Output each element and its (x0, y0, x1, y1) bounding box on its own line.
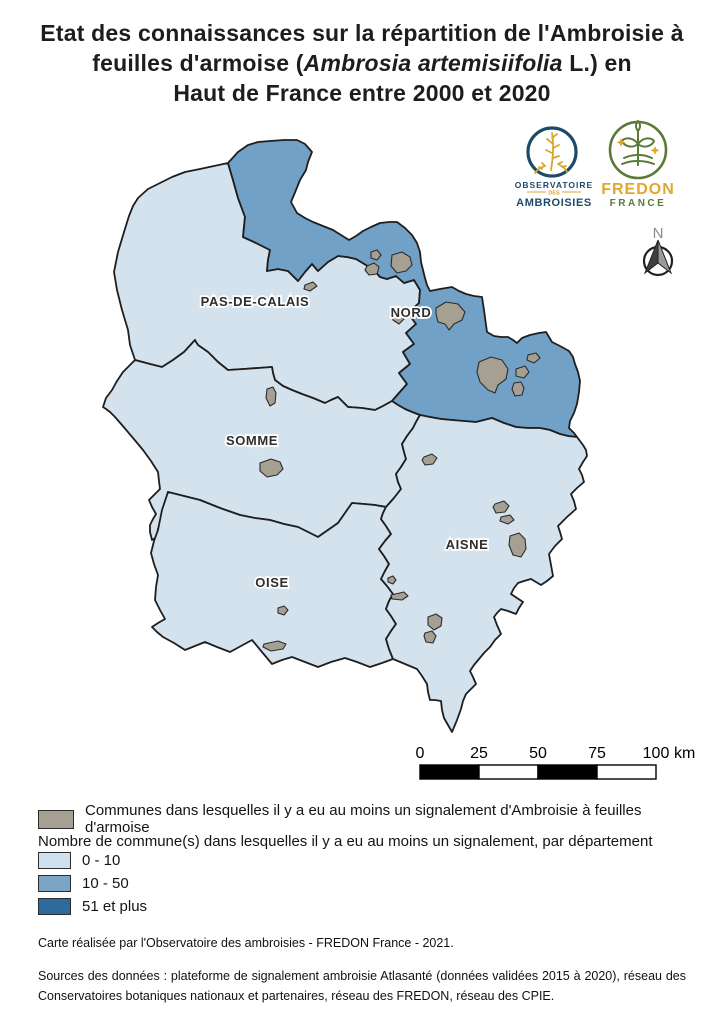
scale-unit: km (674, 745, 696, 762)
legend-swatch-10-50 (38, 875, 71, 892)
observatoire-plant-icon (535, 133, 567, 173)
legend-label-0-10: 0 - 10 (82, 852, 121, 869)
north-arrow-right-blade (658, 240, 671, 273)
north-arrow (644, 225, 672, 275)
legend-swatch-0-10 (38, 852, 71, 869)
label-pas-de-calais: PAS-DE-CALAIS (200, 294, 310, 309)
scale-bar (416, 745, 696, 779)
fredon-plant-icon (622, 121, 654, 165)
legend-label-10-50: 10 - 50 (82, 875, 129, 892)
legend-class-row (38, 852, 120, 869)
label-somme: SOMME (225, 433, 279, 448)
commune-swatch (38, 810, 74, 829)
observatoire-line1: OBSERVATOIRE (514, 180, 594, 190)
label-oise: OISE (255, 575, 289, 590)
label-nord: NORD (390, 305, 432, 320)
department-aisne[interactable] (379, 415, 587, 732)
title-line-1: Etat des connaissances sur la répartition de l'Ambroisie à (40, 20, 684, 46)
credit-line: Carte réalisée par l'Observatoire des ambroisies - FREDON France - 2021. (38, 936, 454, 950)
scale-segment (597, 765, 656, 779)
title-latin-name: Ambrosia artemisiifolia (303, 50, 563, 76)
departments (103, 140, 587, 732)
scale-tick-100: 100 (642, 745, 670, 762)
legend-classes-heading: Nombre de commune(s) dans lesquelles il y a eu au moins un signalement, par département (38, 833, 653, 850)
scale-tick-50: 50 (529, 745, 547, 762)
scale-segment (479, 765, 538, 779)
title-line-3: Haut de France entre 2000 et 2020 (173, 80, 551, 106)
legend-communes-text: Communes dans lesquelles il y a eu au moins un signalement d'Ambroisie à feuilles d'armoise (85, 802, 642, 836)
sources-paragraph: Sources des données : plateforme de signalement ambroisie Atlasanté (données validées 2015 à 2020), réseau des Conservatoires botaniques nationaux et partenaires, réseau des FREDON, réseau des CPIE. (38, 969, 686, 1003)
legend-class-row (38, 898, 147, 915)
scale-segment (420, 765, 479, 779)
fredon-line1: FREDON (601, 181, 675, 198)
commune-marker (512, 382, 524, 396)
fredon-line2: FRANCE (609, 198, 667, 209)
scale-tick-25: 25 (470, 745, 488, 762)
observatoire-line3: AMBROISIES (516, 197, 592, 209)
logo-observatoire (515, 128, 593, 209)
north-label: N (652, 225, 664, 242)
observatoire-line2: DES (548, 190, 560, 197)
logo-fredon (601, 121, 675, 209)
north-arrow-left-blade (645, 240, 658, 273)
scale-segment (538, 765, 597, 779)
scale-tick-75: 75 (588, 745, 606, 762)
page-title (32, 18, 692, 108)
legend-swatch-51-plus (38, 898, 71, 915)
title-line-2: feuilles d'armoise (Ambrosia artemisiifolia L.) en (92, 50, 632, 76)
legend-label-51-plus: 51 et plus (82, 898, 148, 915)
legend-class-row (38, 875, 129, 892)
legend-communes-item (38, 802, 698, 836)
label-aisne: AISNE (445, 537, 489, 552)
scale-tick-0: 0 (415, 745, 425, 762)
